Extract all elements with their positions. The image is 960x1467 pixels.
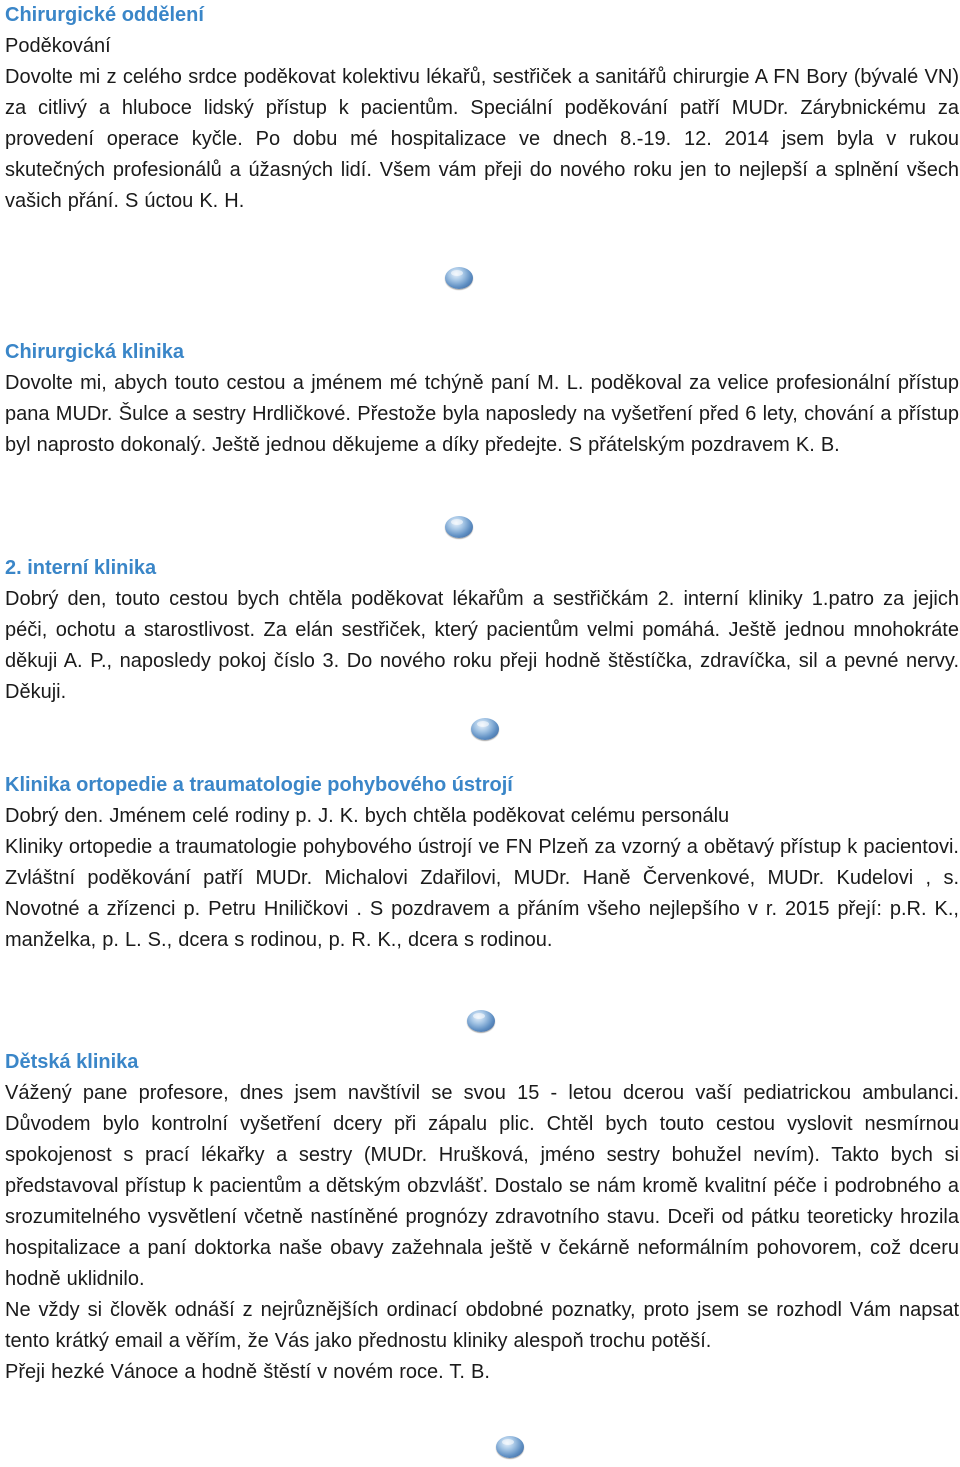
section-interni-klinika (5, 553, 959, 708)
section-chirurgicka-klinika (5, 337, 959, 461)
section-title: Klinika ortopedie a traumatologie pohybového ústrojí (5, 774, 513, 796)
section-paragraph: Přeji hezké Vánoce a hodně štěstí v novém roce. T. B. (5, 1361, 490, 1383)
blue-oval-bullet-icon (471, 718, 499, 740)
section-chirurgicke-oddeleni (5, 0, 959, 217)
section-detska-klinika (5, 1047, 959, 1388)
section-title: 2. interní klinika (5, 557, 157, 579)
section-paragraph: Kliniky ortopedie a traumatologie pohybového ústrojí ve FN Plzeň za vzorný a obětavý přístup k pacientovi. Zvláštní poděkování patří MUDr. Michalovi Zdařilovi, MUDr. Haně Červenkové, MUDr. Kudelovi , s. Novotné a zřízenci p. Petru Hniličkovi . S pozdravem a přáním všeho nejlepšího v r. 2015 přejí: p.R. K., manželka, p. L. S., dcera s rodinou, p. R. K., dcera s rodinou. (5, 836, 959, 951)
section-title: Chirurgické oddělení (5, 4, 204, 26)
section-paragraph: Dobrý den, touto cestou bych chtěla poděkovat lékařům a sestřičkám 2. interní kliniky 1.patro za jejich péči, ochotu a starostlivost. Za elán sestřiček, který pacientům velmi pomáhá. Ještě jednou mnohokráte děkuji A. P., naposledy pokoj číslo 3. Do nového roku přeji hodně štěstíčka, zdravíčka, sil a pevné nervy. Děkuji. (5, 588, 959, 703)
blue-oval-bullet-icon (445, 267, 473, 289)
section-paragraph: Dovolte mi z celého srdce poděkovat kolektivu lékařů, sestřiček a sanitářů chirurgie A FN Bory (bývalé VN) za citlivý a hluboce lidský přístup k pacientům. Speciální poděkování patří MUDr. Zárybnickému za provedení operace kyčle. Po dobu mé hospitalizace ve dnech 8.-19. 12. 2014 jsem byla v rukou skutečných profesionálů a úžasných lidí. Všem vám přeji do nového roku jen to nejlepší a splnění všech vašich přání. S úctou K. H. (5, 66, 959, 212)
section-ortopedie (5, 770, 959, 956)
section-paragraph: Vážený pane profesore, dnes jsem navštívil se svou 15 - letou dcerou vaší pediatrickou ambulanci. Důvodem bylo kontrolní vyšetření dcery při zápalu plic. Chtěl bych touto cestou vyslovit nesmírnou spokojenost s prací lékařky a sestry (MUDr. Hrušková, jméno sestry bohužel nevím). Takto bych si představoval přístup k pacientům a dětským obzvlášť. Dostalo se nám kromě kvalitní péče i podrobného a srozumitelného vysvětlení včetně nastíněné prognózy zdravotního stavu. Dceři od pátku teoreticky hrozila hospitalizace a paní doktorka naše obavy zažehnala ještě v čekárně neformálním pohovorem, což dceru hodně uklidnilo. (5, 1082, 959, 1290)
section-paragraph: Ne vždy si člověk odnáší z nejrůznějších ordinací obdobné poznatky, proto jsem se rozhodl Vám napsat tento krátký email a věřím, že Vás jako přednostu kliniky alespoň trochu potěší. (5, 1299, 959, 1352)
blue-oval-bullet-icon (445, 516, 473, 538)
section-paragraph: Dobrý den. Jménem celé rodiny p. J. K. bych chtěla poděkovat celému personálu (5, 805, 730, 827)
blue-oval-bullet-icon (496, 1436, 524, 1458)
section-title: Dětská klinika (5, 1051, 139, 1073)
section-subtitle: Poděkování (5, 35, 111, 57)
section-title: Chirurgická klinika (5, 341, 184, 363)
blue-oval-bullet-icon (467, 1010, 495, 1032)
section-paragraph: Dovolte mi, abych touto cestou a jménem mé tchýně paní M. L. poděkoval za velice profesionální přístup pana MUDr. Šulce a sestry Hrdličkové. Přestože byla naposledy na vyšetření před 6 lety, chování a přístup byl naprosto dokonalý. Ještě jednou děkujeme a díky předejte. S přátelským pozdravem K. B. (5, 372, 959, 456)
